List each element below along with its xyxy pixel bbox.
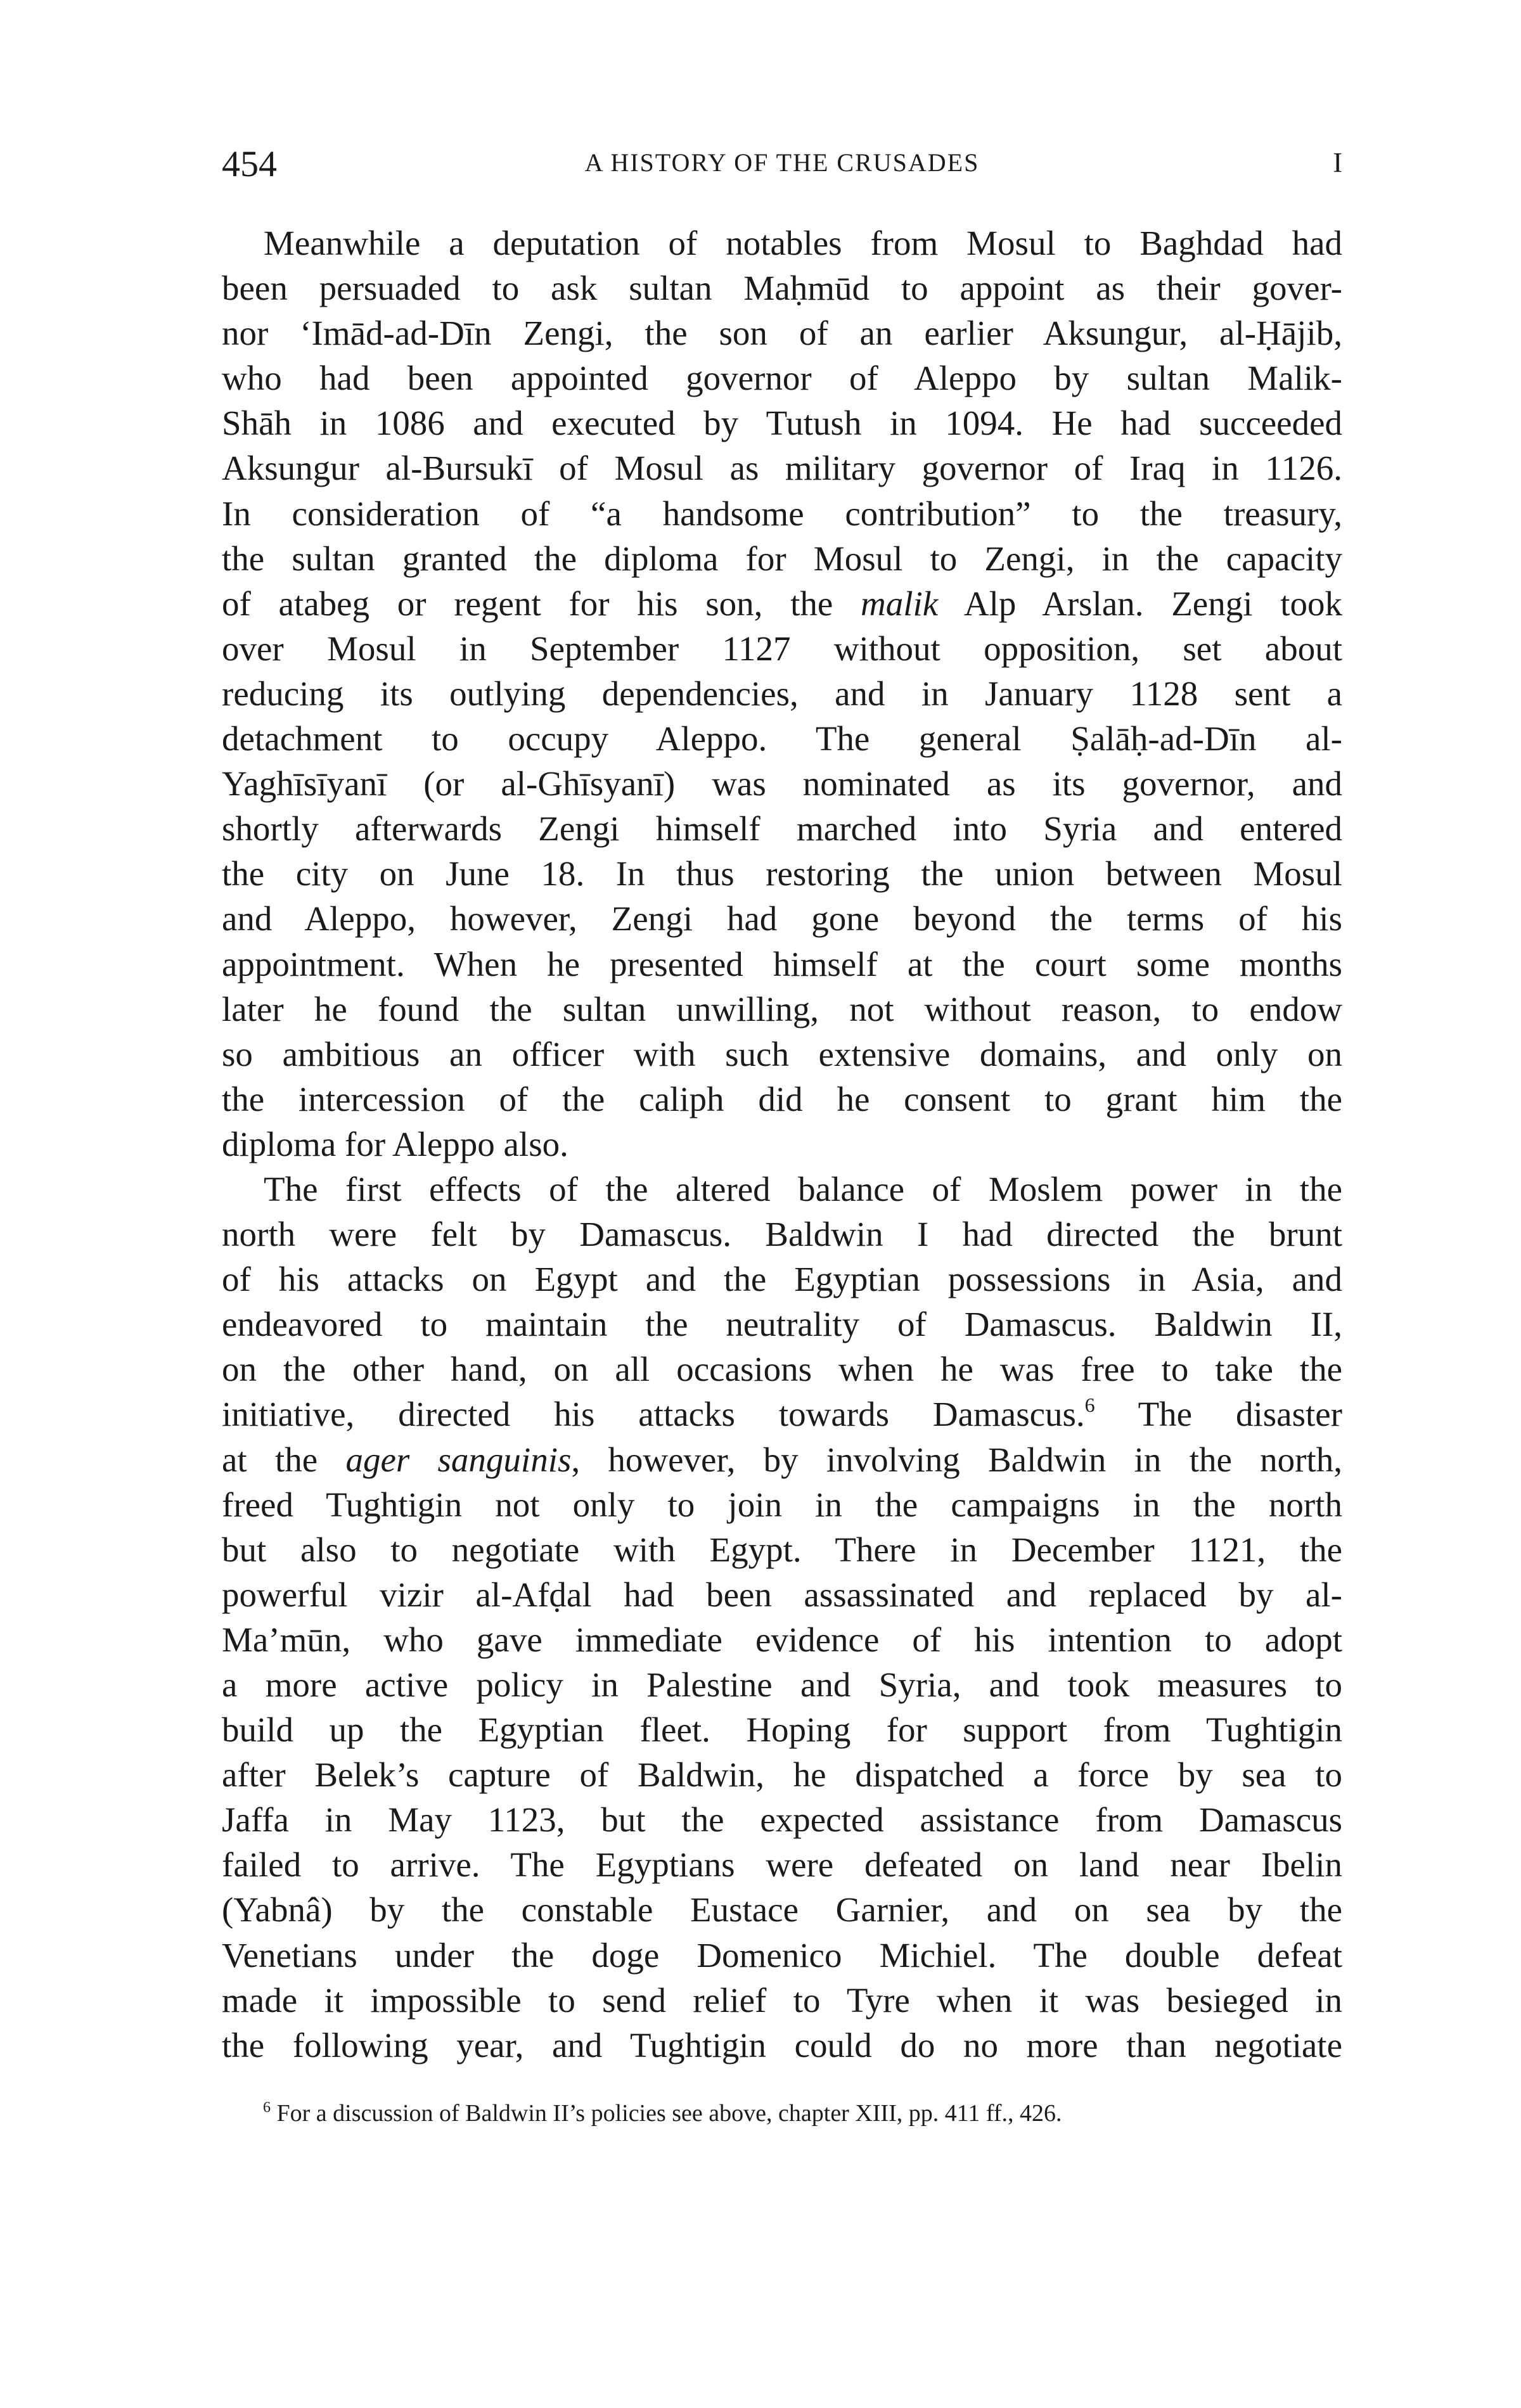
text-line: Ma’mūn, who gave immediate evidence of his intention to adopt	[222, 1620, 1342, 1659]
text-line: but also to negotiate with Egypt. There in December 1121, the	[222, 1530, 1342, 1569]
text-line: and Aleppo, however, Zengi had gone beyond the terms of his	[222, 899, 1342, 938]
text-run: Alp Arslan. Zengi took	[938, 584, 1342, 623]
text-line: Meanwhile a deputation of notables from Mosul to Baghdad had	[264, 224, 1342, 262]
volume-number: I	[1333, 147, 1342, 178]
text-line: on the other hand, on all occasions when he was free to take the	[222, 1350, 1342, 1389]
footnote	[263, 2094, 1342, 2132]
text-line: (Yabnâ) by the constable Eustace Garnier, and on sea by the	[222, 1890, 1342, 1930]
text-line: reducing its outlying dependencies, and in January 1128 sent a	[222, 674, 1342, 713]
text-line: Shāh in 1086 and executed by Tutush in 1094. He had succeeded	[222, 404, 1342, 443]
text-line: after Belek’s capture of Baldwin, he dispatched a force by sea to	[222, 1755, 1342, 1795]
text-line: Yaghīsīyanī (or al-Ghīsyanī) was nominated as its governor, and	[222, 764, 1342, 804]
text-line: appointment. When he presented himself at the court some months	[222, 944, 1342, 983]
text-line	[222, 1392, 1342, 1437]
text-line: build up the Egyptian fleet. Hoping for support from Tughtigin	[222, 1710, 1342, 1750]
text-line: The first effects of the altered balance of Moslem power in the	[264, 1169, 1342, 1208]
text-line: Aksungur al-Bursukī of Mosul as military governor of Iraq in 1126.	[222, 449, 1342, 488]
text-line: powerful vizir al-Afḍal had been assassinated and replaced by al-	[222, 1575, 1342, 1614]
footnote-reference[interactable]: 6	[1084, 1393, 1095, 1417]
text-line: Venetians under the doge Domenico Michiel. The double defeat	[222, 1935, 1342, 1975]
text-line: the intercession of the caliph did he consent to grant him the	[222, 1079, 1342, 1118]
text-line: freed Tughtigin not only to join in the campaigns in the north	[222, 1485, 1342, 1524]
text-line: later he found the sultan unwilling, not without reason, to endow	[222, 989, 1342, 1028]
text-line: nor ‘Imād-ad-Dīn Zengi, the son of an earlier Aksungur, al-Ḥājib,	[222, 314, 1342, 353]
text-line: the following year, and Tughtigin could do no more than negotiate	[222, 2025, 1342, 2065]
text-line: failed to arrive. The Egyptians were defeated on land near Ibelin	[222, 1845, 1342, 1885]
text-run: at the	[222, 1440, 346, 1479]
text-line: north were felt by Damascus. Baldwin I had directed the brunt	[222, 1215, 1342, 1254]
running-head	[222, 143, 1342, 187]
text-line	[222, 581, 1342, 626]
text-line: detachment to occupy Aleppo. The general Ṣalāḥ-ad-Dīn al-	[222, 719, 1342, 759]
text-run: , however, by involving Baldwin in the north,	[571, 1440, 1343, 1479]
footnote-text: For a discussion of Baldwin II’s policies see above, chapter XIII, pp. 411 ff., 426.	[271, 2100, 1062, 2127]
text-line: shortly afterwards Zengi himself marched into Syria and entered	[222, 809, 1342, 849]
text-run: of atabeg or regent for his son, the	[222, 584, 861, 623]
text-line: the city on June 18. In thus restoring the union between Mosul	[222, 854, 1342, 893]
text-run: The disaster	[1094, 1395, 1342, 1434]
page-number: 454	[222, 143, 277, 184]
text-run: initiative, directed his attacks towards Damascus.	[222, 1395, 1085, 1434]
text-line: of his attacks on Egypt and the Egyptian possessions in Asia, and	[222, 1260, 1342, 1299]
footnote-marker: 6	[263, 2099, 271, 2116]
running-title: A HISTORY OF THE CRUSADES	[584, 148, 980, 177]
text-line: endeavored to maintain the neutrality of Damascus. Baldwin II,	[222, 1305, 1342, 1344]
text-line: Jaffa in May 1123, but the expected assistance from Damascus	[222, 1800, 1342, 1840]
italic-term-ager-sanguinis: ager sanguinis	[345, 1440, 572, 1479]
text-line: the sultan granted the diploma for Mosul to Zengi, in the capacity	[222, 539, 1342, 578]
text-line: made it impossible to send relief to Tyre when it was besieged in	[222, 1980, 1342, 2020]
text-line: over Mosul in September 1127 without opposition, set about	[222, 629, 1342, 668]
body-text	[222, 221, 1342, 2068]
italic-term-malik: malik	[861, 584, 939, 623]
text-line: who had been appointed governor of Aleppo by sultan Malik-	[222, 359, 1342, 398]
text-line: been persuaded to ask sultan Maḥmūd to appoint as their gover-	[222, 269, 1342, 308]
text-line: In consideration of “a handsome contribution” to the treasury,	[222, 494, 1342, 533]
text-line: so ambitious an officer with such extensive domains, and only on	[222, 1034, 1342, 1073]
text-line: diploma for Aleppo also.	[222, 1124, 568, 1163]
text-line	[222, 1437, 1342, 1482]
text-line: a more active policy in Palestine and Syria, and took measures to	[222, 1665, 1342, 1704]
